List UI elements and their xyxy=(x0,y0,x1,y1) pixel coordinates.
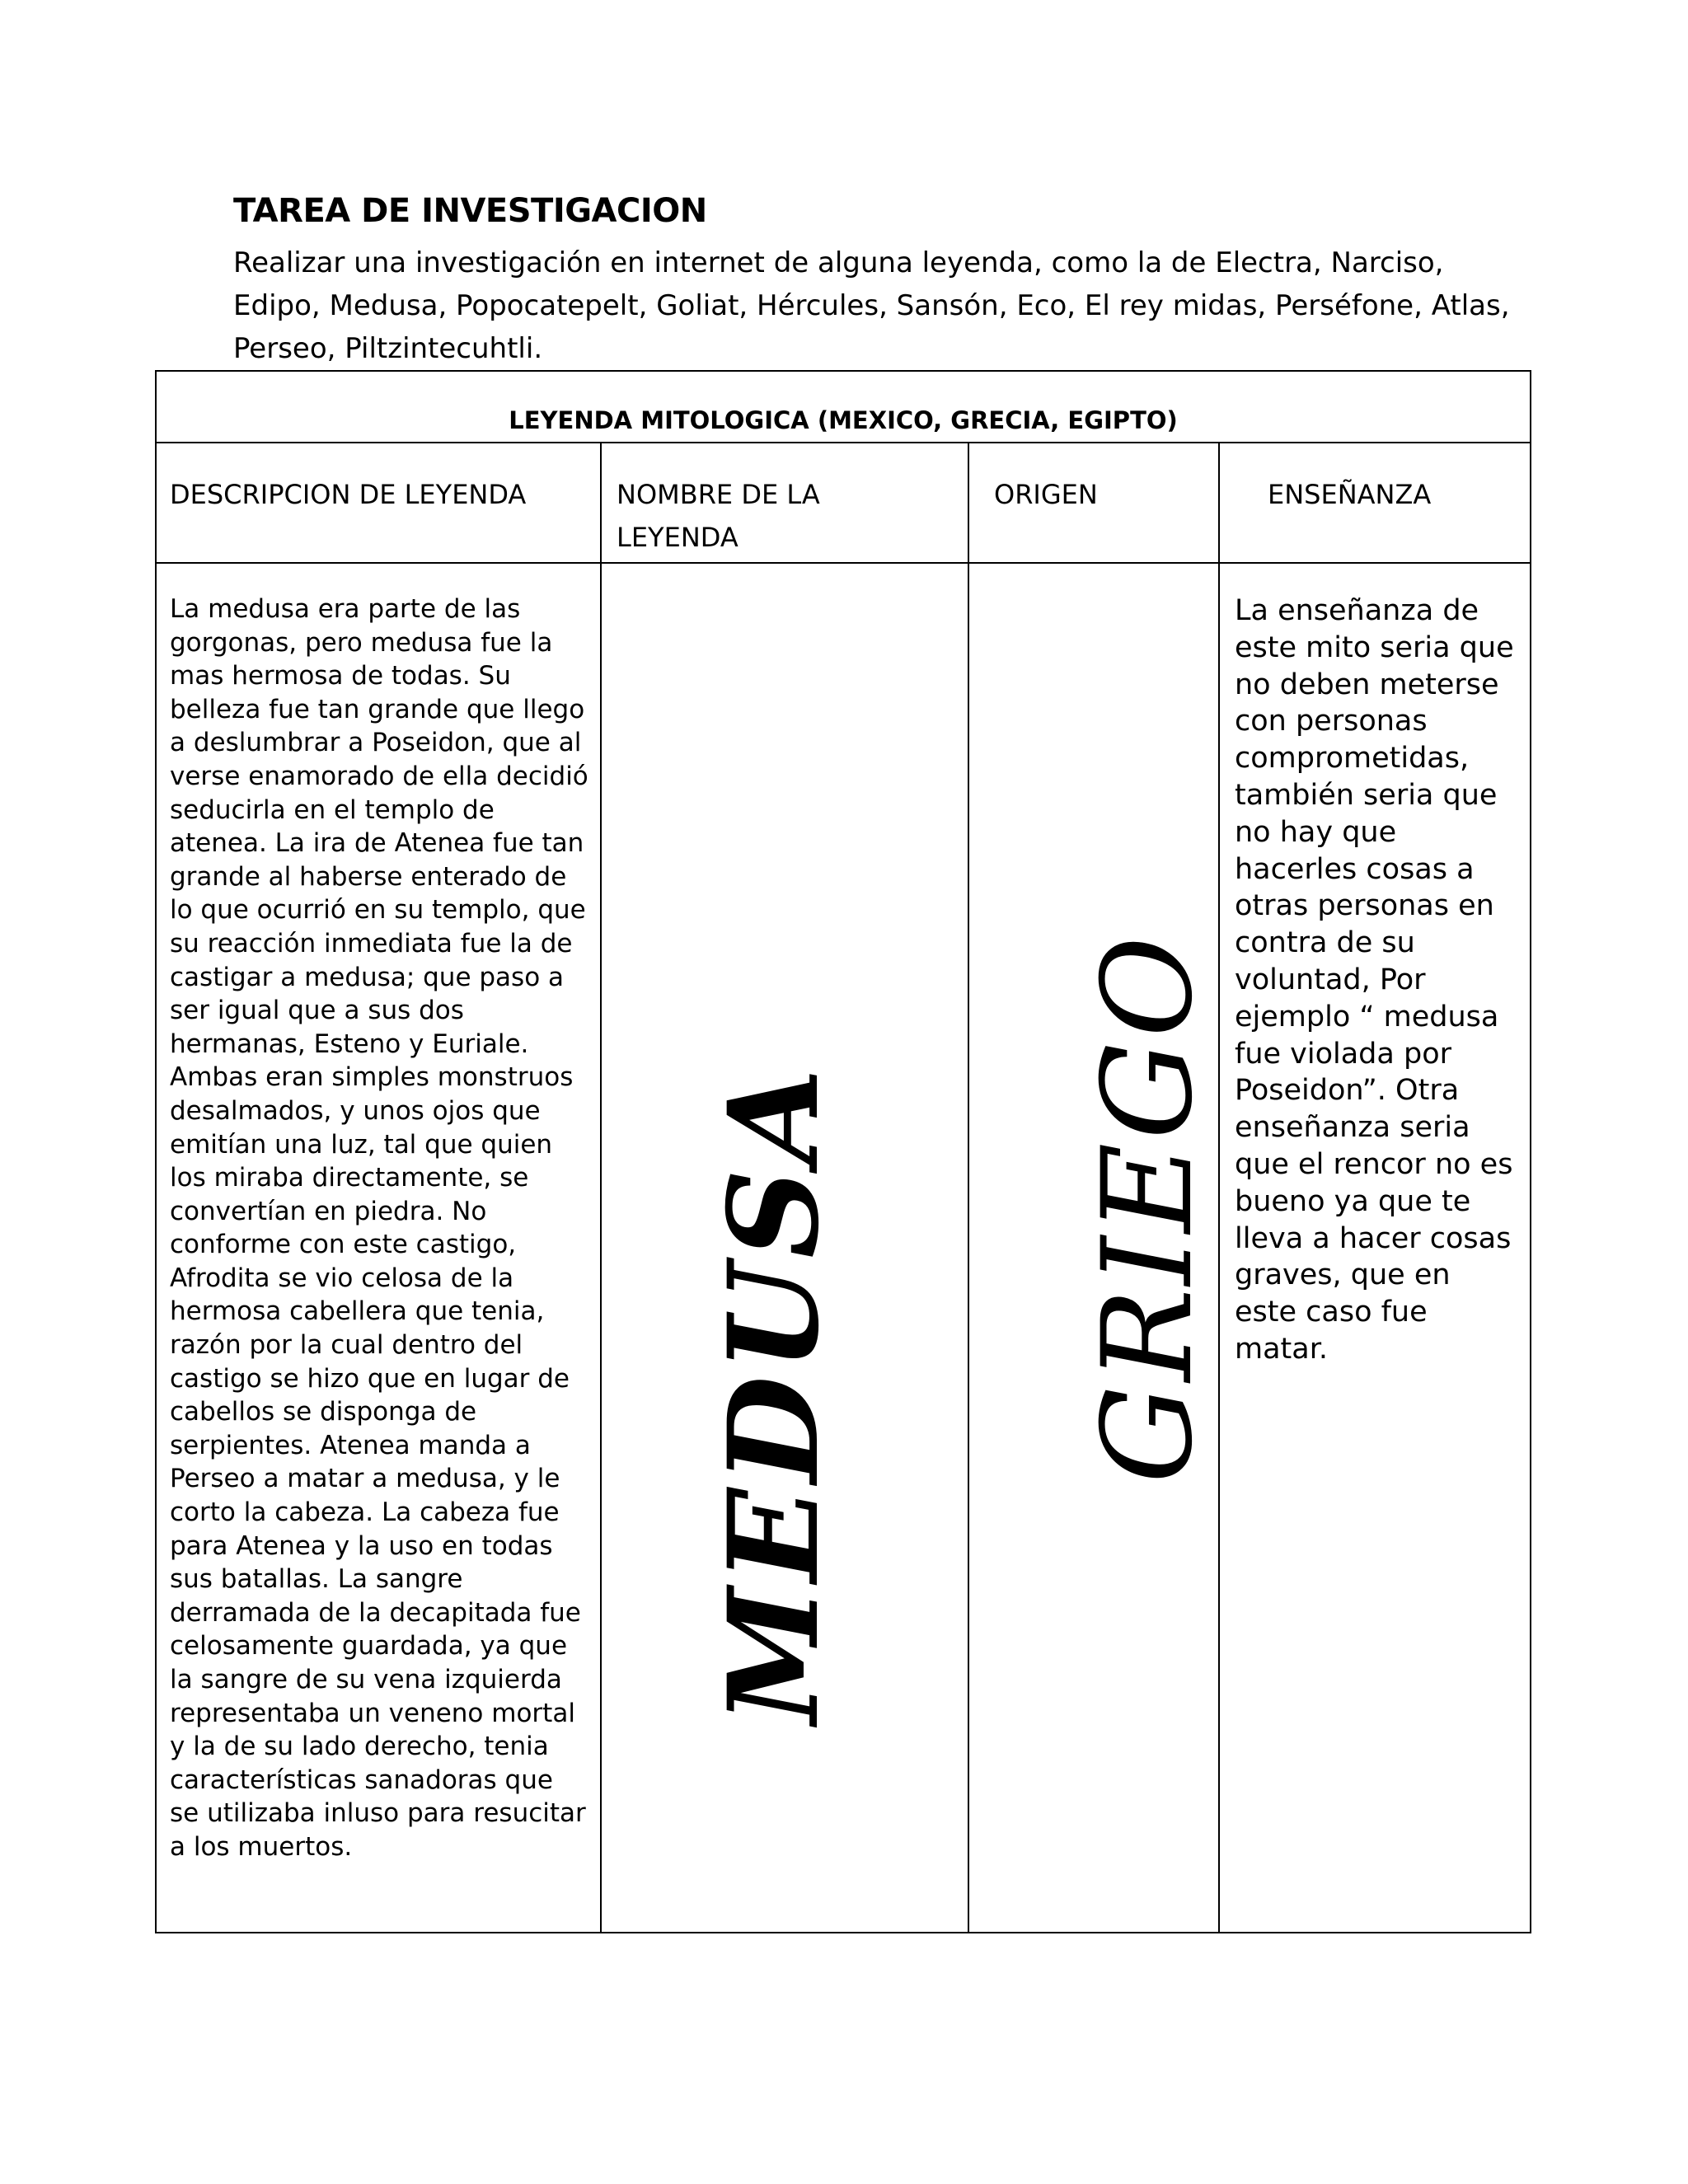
cell-origen: GRIEGO xyxy=(1076,932,1220,1484)
cell-ensenanza: La enseñanza de este mito seria que no deben meterse con personas comprometidas, también seria que no hay que hacerles cosas a otras personas en contra de su voluntad, Por ejemplo “ medusa fue violada por Poseidon”. Otra enseñanza seria que el rencor no es bueno ya que te lleva a hacer cosas graves, que en este caso fue matar. xyxy=(1235,594,1514,1366)
header-origen: ORIGEN xyxy=(994,479,1098,510)
column-divider xyxy=(968,443,969,1932)
header-nombre: NOMBRE DE LA LEYENDA xyxy=(617,479,820,553)
cell-nombre: MEDUSA xyxy=(701,1063,846,1724)
header-descripcion: DESCRIPCION DE LEYENDA xyxy=(170,479,527,510)
cell-descripcion: La medusa era parte de las gorgonas, pero medusa fue la mas hermosa de todas. Su belleza fue tan grande que llego a deslumbrar a Poseidon, que al verse enamorado de ella decidió seducirla en el templo de atenea. La ira de Atenea fue tan grande al haberse enterado de lo que ocurrió en su templo, que su reacción inmediata fue la de castigar a medusa; que paso a ser igual que a sus dos hermanas, Esteno y Euriale. Ambas eran simples monstruos desalmados, y unos ojos que emitían una luz, tal que quien los miraba directamente, se convertían en piedra. No conforme con este castigo, Afrodita se vio celosa de la hermosa cabellera que tenia, razón por la cual dentro del castigo se hizo que en lugar de cabellos se disponga de serpientes. Atenea manda a Perseo a matar a medusa, y le corto la cabeza. La cabeza fue para Atenea y la uso en todas sus batallas. La sangre derramada de la decapitada fue celosamente guardada, ya que la sangre de su vena izquierda representaba un veneno mortal y la de su lado derecho, tenia características sanadoras que se utilizaba inluso para resucitar a los muertos. xyxy=(170,594,588,1862)
column-divider xyxy=(600,443,602,1932)
assignment-instructions: Realizar una investigación en internet de alguna leyenda, como la de Electra, Narciso, Edipo, Medusa, Popocatepelt, Goliat, Hércules, Sansón, Eco, El rey midas, Perséfone, Atlas, Perseo, Piltzintecuhtli. xyxy=(233,246,1510,365)
table-heading: LEYENDA MITOLOGICA (MEXICO, GRECIA, EGIPTO) xyxy=(509,406,1178,434)
legend-table xyxy=(155,370,1531,1933)
header-ensenanza: ENSEÑANZA xyxy=(1268,479,1432,510)
table-heading-row xyxy=(157,372,1530,443)
page-title: TAREA DE INVESTIGACION xyxy=(233,192,707,230)
